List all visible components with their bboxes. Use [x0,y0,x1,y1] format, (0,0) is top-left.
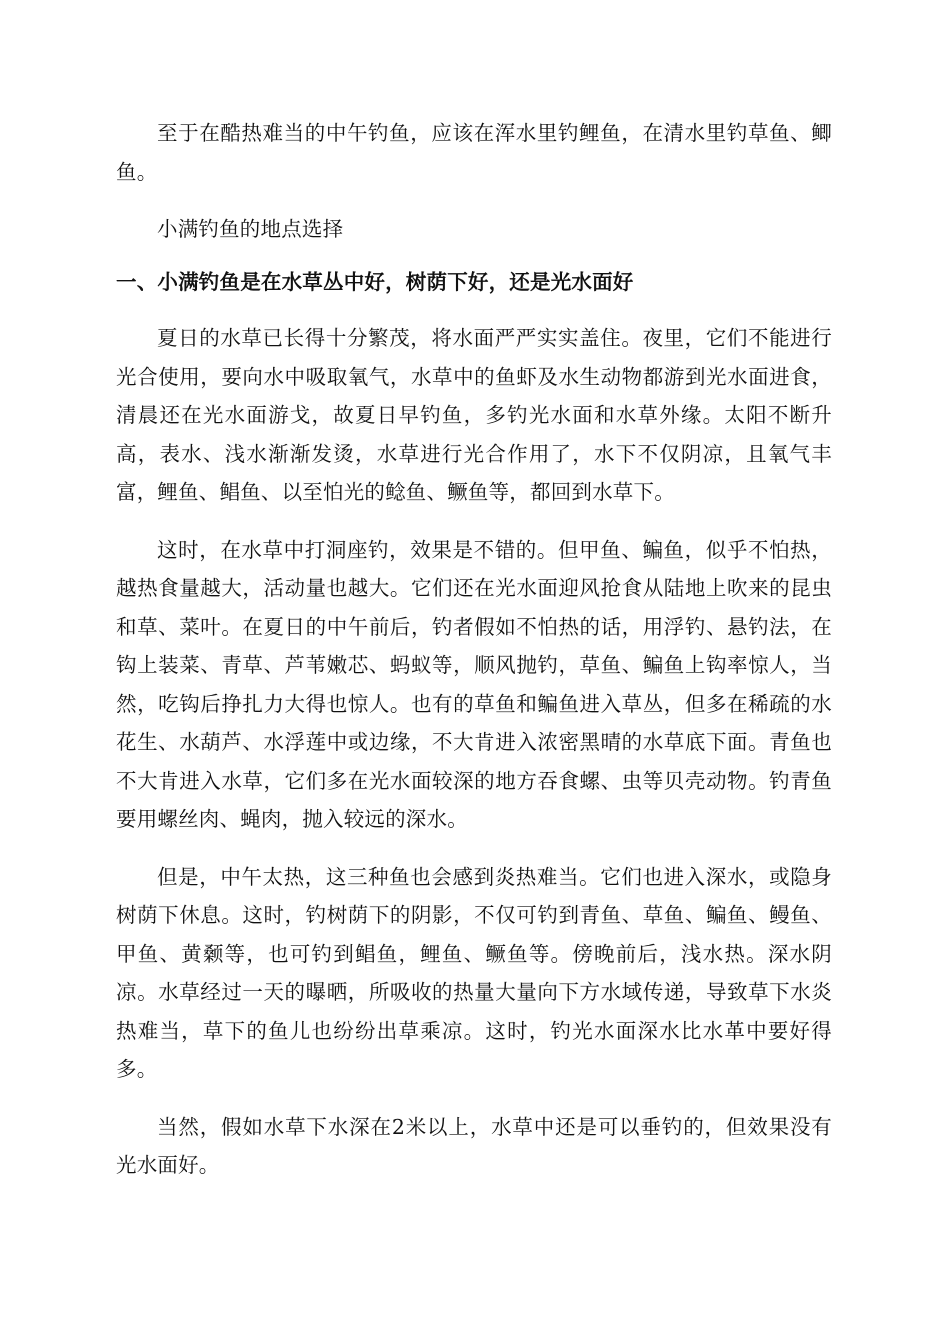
body-paragraph-2: 这时，在水草中打洞座钓，效果是不错的。但甲鱼、鳊鱼，似乎不怕热，越热食量越大，活动量也越大。它们还在光水面迎风抢食从陆地上吹来的昆虫和草、菜叶。在夏日的中午前后，钓者假如不怕热的话，用浮钓、悬钓法，在钩上装菜、青草、芦苇嫩芯、蚂蚁等，顺风抛钓，草鱼、鳊鱼上钩率惊人，当然，吃钩后挣扎力大得也惊人。也有的草鱼和鳊鱼进入草丛，但多在稀疏的水花生、水葫芦、水浮莲中或边缘，不大肯进入浓密黑晴的水草底下面。青鱼也不大肯进入水草，它们多在光水面较深的地方吞食螺、虫等贝壳动物。钓青鱼要用螺丝肉、蝇肉，抛入较远的深水。 [116,537,832,831]
document-page [116,114,832,1185]
section-title: 小满钓鱼的地点选择 [157,217,344,241]
intro-paragraph: 至于在酷热难当的中午钓鱼，应该在浑水里钓鲤鱼，在清水里钓草鱼、鲫鱼。 [116,121,832,184]
section-heading: 一、小满钓鱼是在水草丛中好，树荫下好，还是光水面好 [116,269,634,294]
body-paragraph-1: 夏日的水草已长得十分繁茂，将水面严严实实盖住。夜里，它们不能进行光合使用，要向水中吸取氧气，水草中的鱼虾及水生动物都游到光水面进食，清晨还在光水面游戈，故夏日早钓鱼，多钓光水面和水草外缘。太阳不断升高，表水、浅水渐渐发烫，水草进行光合作用了，水下不仅阴凉，且氧气丰富，鲤鱼、鲳鱼、以至怕光的鲶鱼、鳜鱼等，都回到水草下。 [116,326,832,504]
body-paragraph-4: 当然，假如水草下水深在2米以上，水草中还是可以垂钓的，但效果没有光水面好。 [116,1114,832,1177]
body-paragraph-3: 但是，中午太热，这三种鱼也会感到炎热难当。它们也进入深水，或隐身树荫下休息。这时，钓树荫下的阴影，不仅可钓到青鱼、草鱼、鳊鱼、鳗鱼、甲鱼、黄颡等，也可钓到鲳鱼，鲤鱼、鳜鱼等。傍晚前后，浅水热。深水阴凉。水草经过一天的曝晒，所吸收的热量大量向下方水域传递，导致草下水炎热难当，草下的鱼儿也纷纷出草乘凉。这时，钓光水面深水比水革中要好得多。 [116,864,832,1081]
